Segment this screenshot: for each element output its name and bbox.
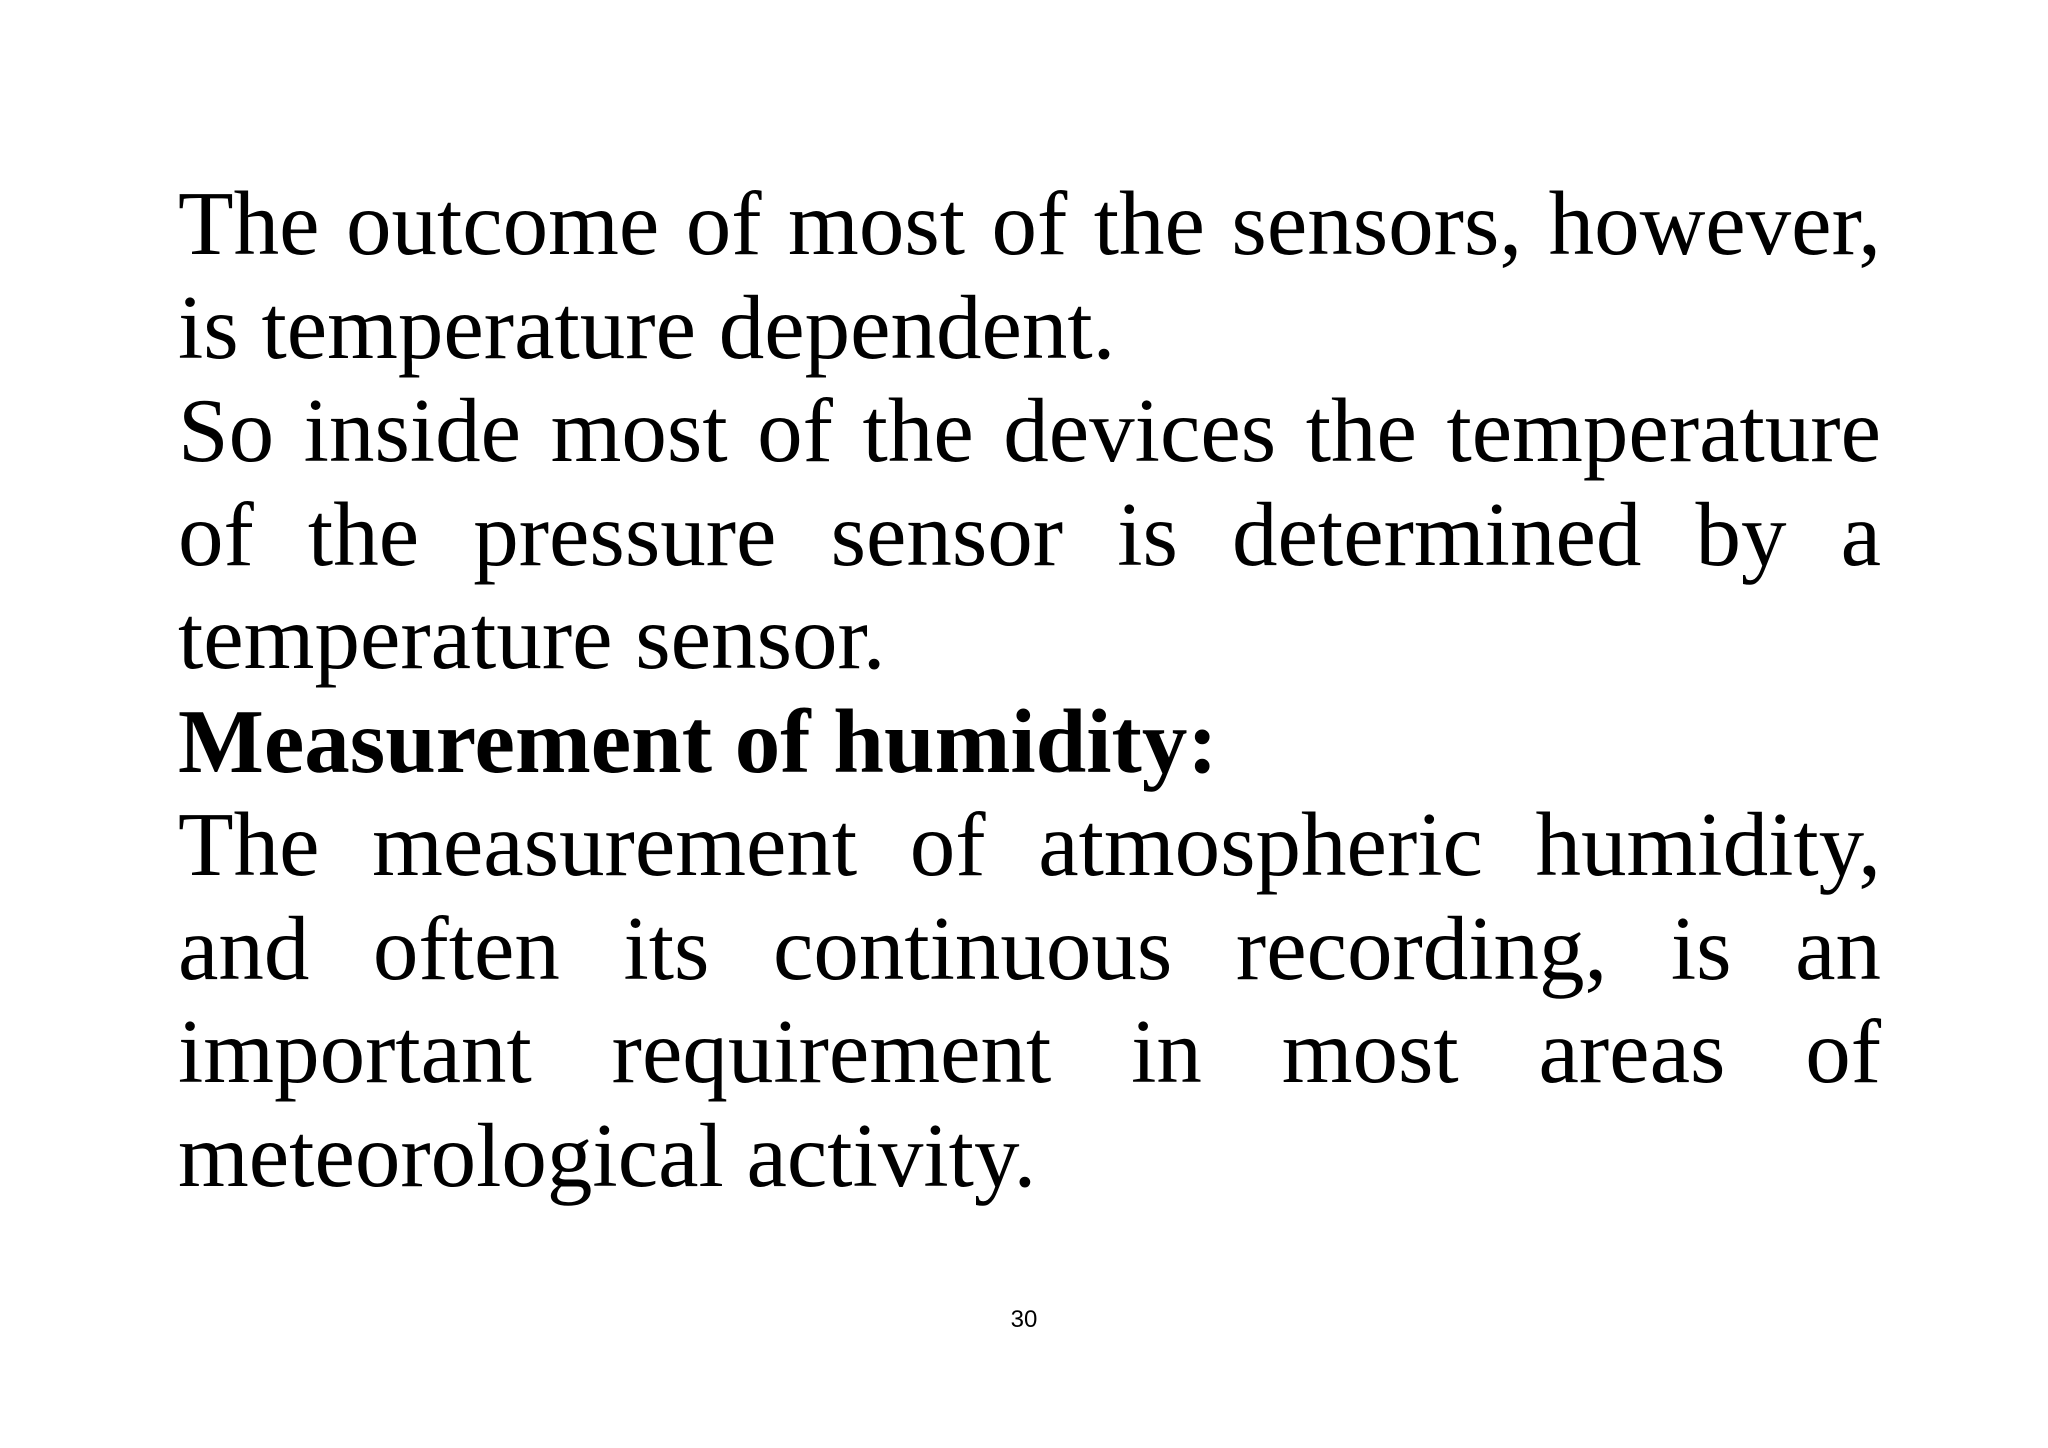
- page-number: 30: [1010, 1306, 1038, 1333]
- paragraph-temperature-dependence: The outcome of most of the sensors, however, is temperature dependent.: [178, 173, 1881, 378]
- document-body: [178, 172, 1881, 1207]
- section-heading: Measurement of humidity:: [178, 690, 1218, 792]
- paragraph-humidity-measurement: The measurement of atmospheric humidity, and often its continuous recording, is an important requirement in most areas of meteorological activity.: [178, 794, 1881, 1206]
- paragraph-pressure-sensor: So inside most of the devices the temperature of the pressure sensor is determined by a temperature sensor.: [178, 380, 1881, 688]
